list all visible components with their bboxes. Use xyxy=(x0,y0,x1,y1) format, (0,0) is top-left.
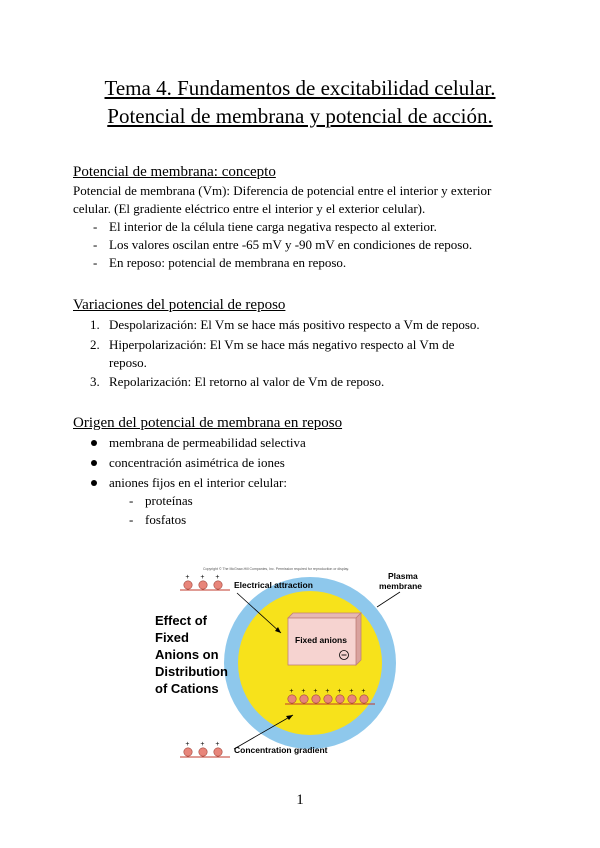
list-item: Los valores oscilan entre -65 mV y -90 mV en condiciones de reposo. xyxy=(109,237,473,252)
bullet-marker xyxy=(91,480,97,486)
effect-label-line: Distribution xyxy=(155,664,228,679)
plus-charge-icon: + xyxy=(185,574,190,581)
cation-icon xyxy=(360,695,368,703)
fixed-anions-box-top xyxy=(288,613,361,618)
list-item: El interior de la célula tiene carga negativa respecto al exterior. xyxy=(109,219,437,234)
electrical-attraction-label: Electrical attraction xyxy=(234,580,313,590)
plasma-membrane-label-line2: membrane xyxy=(379,581,422,591)
section2-heading: Variaciones del potencial de reposo xyxy=(73,297,286,313)
bullet-marker xyxy=(91,440,97,446)
top-cations-row xyxy=(184,574,222,589)
plus-charge-icon: + xyxy=(349,688,354,695)
bullet-item: concentración asimétrica de iones xyxy=(109,455,285,470)
plus-charge-icon: + xyxy=(301,688,306,695)
list-item-continuation: reposo. xyxy=(109,355,147,370)
dash-marker: - xyxy=(129,512,134,527)
section1-paragraph-line2: celular. (El gradiente eléctrico entre el interior y el exterior celular). xyxy=(73,201,426,216)
plus-charge-icon: + xyxy=(215,741,220,748)
bullet-marker xyxy=(91,460,97,466)
plus-charge-icon: + xyxy=(200,741,205,748)
cation-icon xyxy=(312,695,320,703)
cation-icon xyxy=(324,695,332,703)
page-title-line1: Tema 4. Fundamentos de excitabilidad celular. xyxy=(104,76,496,100)
list-number: 1. xyxy=(90,317,100,332)
list-item: En reposo: potencial de membrana en reposo. xyxy=(109,255,347,270)
sub-item: proteínas xyxy=(145,493,193,508)
plus-charge-icon: + xyxy=(325,688,330,695)
bullet-item: membrana de permeabilidad selectiva xyxy=(109,435,306,450)
fixed-anions-box-side xyxy=(356,613,361,665)
list-item: Despolarización: El Vm se hace más positivo respecto a Vm de reposo. xyxy=(109,317,480,332)
effect-label-line: Anions on xyxy=(155,647,219,662)
list-number: 3. xyxy=(90,374,100,389)
plus-charge-icon: + xyxy=(185,741,190,748)
bullet-item: aniones fijos en el interior celular: xyxy=(109,475,287,490)
list-item: Hiperpolarización: El Vm se hace más negativo respecto al Vm de xyxy=(109,337,455,352)
cation-icon xyxy=(214,581,222,589)
plus-charge-icon: + xyxy=(289,688,294,695)
cation-icon xyxy=(300,695,308,703)
section3-heading: Origen del potencial de membrana en reposo xyxy=(73,415,343,431)
dash-marker: - xyxy=(129,493,134,508)
figure-copyright: Copyright © The McGraw-Hill Companies, Inc. Permission required for reproduction or display. xyxy=(203,567,350,571)
cation-icon xyxy=(214,748,222,756)
plasma-membrane-label-line1: Plasma xyxy=(388,571,418,581)
cation-icon xyxy=(184,748,192,756)
dash-marker: - xyxy=(93,219,98,234)
sub-item: fosfatos xyxy=(145,512,187,527)
page-number: 1 xyxy=(296,792,304,808)
cation-icon xyxy=(348,695,356,703)
section1-paragraph-line1: Potencial de membrana (Vm): Diferencia de potencial entre el interior y exterior xyxy=(73,183,492,198)
section1-heading: Potencial de membrana: concepto xyxy=(73,164,276,180)
plasma-membrane-pointer xyxy=(377,592,400,607)
cation-icon xyxy=(336,695,344,703)
list-number: 2. xyxy=(90,337,100,352)
cation-icon xyxy=(184,581,192,589)
page-title-line2: Potencial de membrana y potencial de acción. xyxy=(107,104,493,128)
plus-charge-icon: + xyxy=(313,688,318,695)
bottom-cations-row xyxy=(184,741,222,756)
effect-label-line: of Cations xyxy=(155,681,219,696)
effect-label-line: Effect of xyxy=(155,613,207,628)
plus-charge-icon: + xyxy=(215,574,220,581)
plus-charge-icon: + xyxy=(361,688,366,695)
effect-label-line: Fixed xyxy=(155,630,189,645)
fixed-anions-label: Fixed anions xyxy=(295,635,347,645)
fixed-anions-figure xyxy=(145,563,445,763)
plus-charge-icon: + xyxy=(337,688,342,695)
cation-icon xyxy=(288,695,296,703)
concentration-gradient-label: Concentration gradient xyxy=(234,745,328,755)
list-item: Repolarización: El retorno al valor de Vm de reposo. xyxy=(109,374,385,389)
cation-icon xyxy=(199,748,207,756)
dash-marker: - xyxy=(93,255,98,270)
cation-icon xyxy=(199,581,207,589)
dash-marker: - xyxy=(93,237,98,252)
plus-charge-icon: + xyxy=(200,574,205,581)
